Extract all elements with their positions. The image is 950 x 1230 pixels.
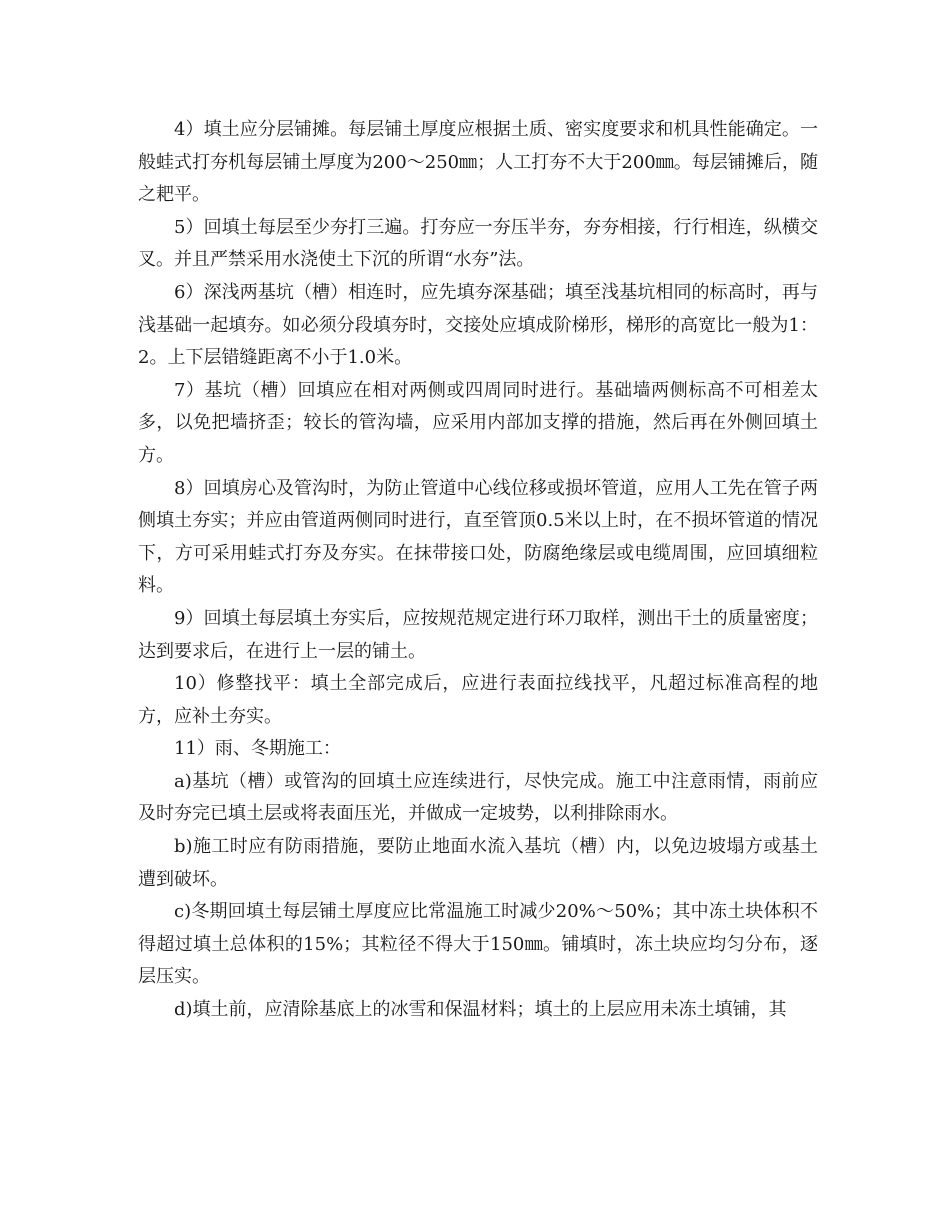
paragraph-11b-rain-protection: b)施工时应有防雨措施，要防止地面水流入基坑（槽）内，以免边坡塌方或基土遭到破坏。 bbox=[138, 836, 818, 890]
paragraph-11d-snow-removal: d)填土前，应清除基底上的冰雪和保温材料；填土的上层应用未冻土填铺，其 bbox=[174, 999, 787, 1021]
paragraph-4-layered-filling: 4）填土应分层铺摊。每层铺土厚度应根据土质、密实度要求和机具性能确定。一般蛙式打夯机每层铺土厚度为200～250㎜；人工打夯不大于200㎜。每层铺摊后，随之耙平。 bbox=[138, 119, 818, 206]
paragraph-11-rain-winter-heading: 11）雨、冬期施工： bbox=[174, 738, 341, 760]
paragraph-8-pipe-trench: 8）回填房心及管沟时，为防止管道中心线位移或损坏管道，应用人工先在管子两侧填土夯实；并应由管道两侧同时进行，直至管顶0.5米以上时，在不损坏管道的情况下，方可采用蛙式打夯及夯实。在抹带接口处，防腐绝缘层或电缆周围，应回填细粒料。 bbox=[138, 477, 818, 597]
paragraph-11c-winter-layer-thickness: c)冬期回填土每层铺土厚度应比常温施工时减少20%～50%；其中冻土块体积不得超过填土总体积的15%；其粒径不得大于150㎜。铺填时，冻土块应均匀分布，逐层压实。 bbox=[138, 901, 818, 988]
paragraph-9-sampling: 9）回填土每层填土夯实后，应按规范规定进行环刀取样，测出干土的质量密度；达到要求后，在进行上一层的铺土。 bbox=[138, 607, 818, 662]
paragraph-6-deep-shallow-pits: 6）深浅两基坑（槽）相连时，应先填夯深基础；填至浅基坑相同的标高时，再与浅基础一起填夯。如必须分段填夯时，交接处应填成阶梯形，梯形的高宽比一般为1：2。上下层错缝距离不小于1.0米。 bbox=[138, 281, 818, 369]
document-body bbox=[138, 114, 818, 1027]
paragraph-7-symmetric-backfill: 7）基坑（槽）回填应在相对两侧或四周同时进行。基础墙两侧标高不可相差太多，以免把墙挤歪；较长的管沟墙，应采用内部加支撑的措施，然后再在外侧回填土方。 bbox=[138, 379, 818, 466]
paragraph-10-leveling: 10）修整找平：填土全部完成后，应进行表面拉线找平，凡超过标准高程的地方，应补土夯实。 bbox=[138, 673, 818, 727]
paragraph-11a-continuous-backfill: a)基坑（槽）或管沟的回填土应连续进行，尽快完成。施工中注意雨情，雨前应及时夯完已填土层或将表面压光，并做成一定坡势，以利排除雨水。 bbox=[138, 770, 818, 825]
paragraph-5-tamping: 5）回填土每层至少夯打三遍。打夯应一夯压半夯，夯夯相接，行行相连，纵横交叉。并且严禁采用水浇使土下沉的所谓“水夯”法。 bbox=[138, 216, 818, 271]
